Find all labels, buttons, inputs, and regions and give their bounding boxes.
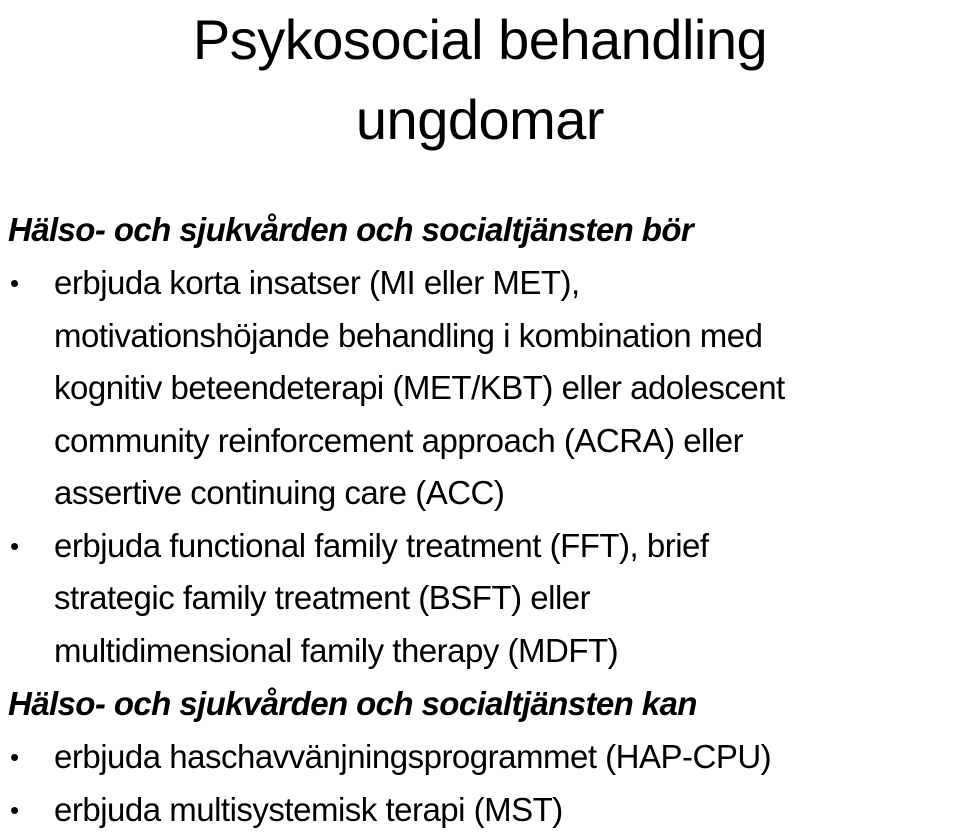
text-line: erbjuda multisystemisk terapi (MST) (54, 784, 958, 836)
section-heading: Hälso- och sjukvården och socialtjänsten bör (8, 203, 958, 257)
list-item (8, 731, 958, 784)
text-line: erbjuda functional family treatment (FFT), brief (54, 520, 958, 573)
bullet-icon: • (10, 784, 19, 836)
text-line: multidimensional family therapy (MDFT) (54, 625, 958, 678)
section-kan (8, 677, 958, 836)
bullet-list (8, 731, 958, 836)
section-bor (8, 203, 958, 677)
list-item (8, 257, 958, 520)
text-line: motivationshöjande behandling i kombination med (54, 310, 958, 363)
list-item (8, 784, 958, 836)
list-item-text (54, 731, 958, 784)
bullet-list (8, 257, 958, 677)
text-line: strategic family treatment (BSFT) eller (54, 572, 958, 625)
list-item (8, 520, 958, 678)
list-item-text (54, 257, 958, 520)
section-heading: Hälso- och sjukvården och socialtjänsten kan (8, 677, 958, 731)
text-line: assertive continuing care (ACC) (54, 467, 958, 520)
bullet-icon: • (10, 731, 19, 784)
title-line: Psykosocial behandling (0, 0, 960, 80)
list-item-text (54, 520, 958, 678)
text-line: community reinforcement approach (ACRA) eller (54, 415, 958, 468)
list-item-text (54, 784, 958, 836)
title-line: ungdomar (0, 80, 960, 160)
text-line: erbjuda korta insatser (MI eller MET), (54, 257, 958, 310)
slide-title (0, 0, 960, 160)
text-line: kognitiv beteendeterapi (MET/KBT) eller adolescent (54, 362, 958, 415)
bullet-icon: • (10, 520, 19, 573)
text-line: erbjuda haschavvänjningsprogrammet (HAP-CPU) (54, 731, 958, 784)
slide-content (8, 203, 958, 836)
bullet-icon: • (10, 257, 19, 310)
